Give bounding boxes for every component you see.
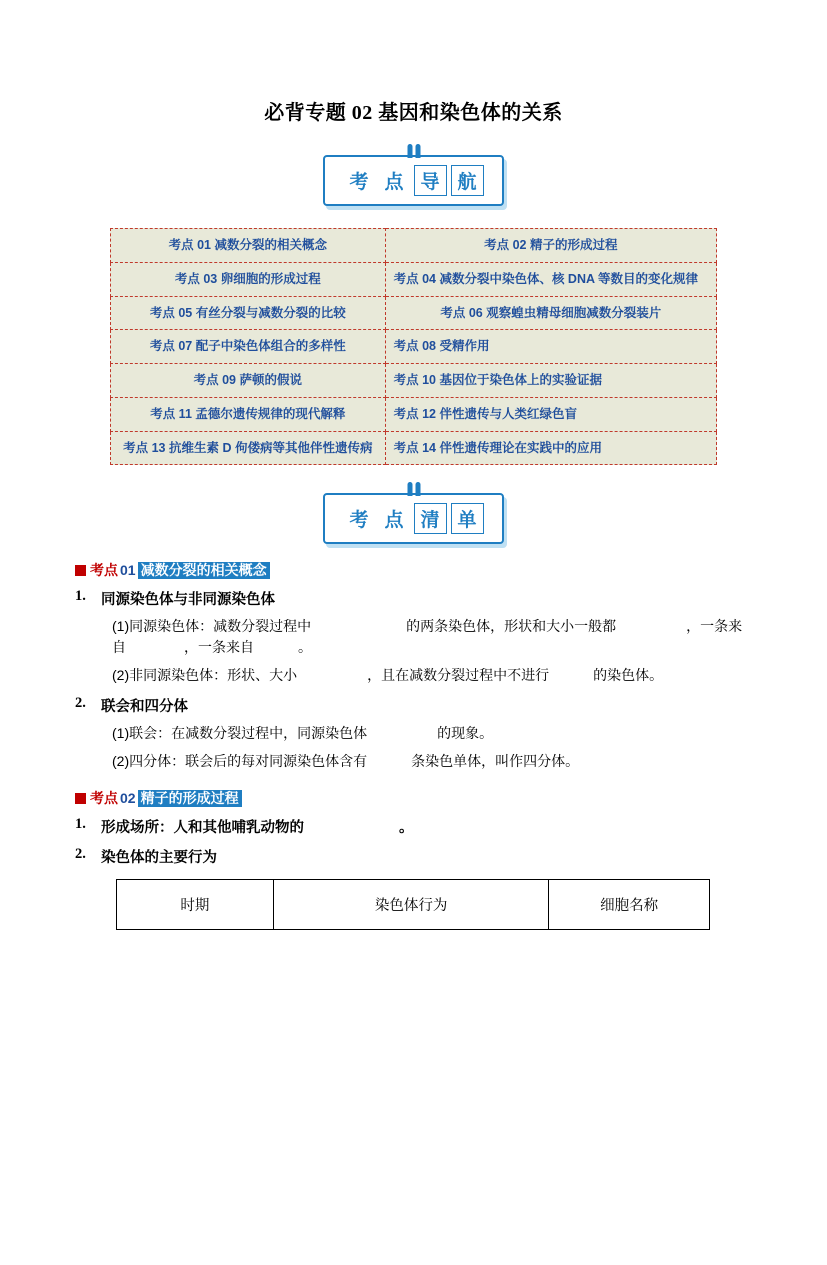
nav-cell[interactable]: 考点 04 减数分裂中染色体、核 DNA 等数目的变化规律 — [385, 262, 716, 296]
sub-text: (1)联会：在减数分裂过程中，同源染色体 — [112, 725, 368, 742]
nav-cell[interactable]: 考点 05 有丝分裂与减数分裂的比较 — [111, 296, 386, 330]
sub-text: 的染色体。 — [593, 667, 664, 684]
item-title-end: 。 — [399, 819, 414, 836]
banner-tab-icon — [407, 482, 412, 496]
table-row — [111, 229, 717, 263]
table-row — [111, 262, 717, 296]
checklist-banner-char-2: 点 — [384, 510, 404, 532]
item-number: 1. — [75, 588, 86, 605]
item-title: 联会和四分体 — [101, 699, 188, 716]
nav-cell[interactable]: 考点 10 基因位于染色体上的实验证据 — [385, 364, 716, 398]
list-item — [75, 695, 752, 716]
checklist-banner — [323, 493, 503, 544]
sub-text: (1)同源染色体：减数分裂过程中 — [112, 618, 312, 635]
sub-text: (2)四分体：联会后的每对同源染色体含有 — [112, 753, 368, 770]
banner-tabs-decoration — [407, 482, 420, 496]
list-item — [75, 846, 752, 867]
kp-label: 考点 — [90, 562, 118, 579]
column-header-period: 时期 — [117, 879, 274, 929]
list-item — [112, 751, 752, 772]
nav-cell[interactable]: 考点 01 减数分裂的相关概念 — [111, 229, 386, 263]
nav-cell[interactable]: 考点 03 卵细胞的形成过程 — [111, 262, 386, 296]
kp-number: 01 — [120, 562, 136, 579]
banner-tabs-decoration — [407, 144, 420, 158]
table-row — [111, 431, 717, 465]
nav-banner-char-3: 导 — [414, 165, 447, 196]
page-title: 必背专题 02 基因和染色体的关系 — [264, 102, 563, 124]
sub-text: ，且在减数分裂过程中不进行 — [367, 667, 550, 684]
checklist-banner-char-1: 考 — [349, 510, 369, 532]
item-number: 2. — [75, 845, 86, 862]
sub-text: 。 — [298, 639, 312, 656]
nav-cell[interactable]: 考点 14 伴性遗传理论在实践中的应用 — [385, 431, 716, 465]
nav-cell[interactable]: 考点 13 抗维生素 D 佝偻病等其他伴性遗传病 — [111, 431, 386, 465]
chromosome-behavior-table — [116, 879, 710, 930]
kp-title: 精子的形成过程 — [138, 790, 242, 807]
nav-banner-wrapper — [75, 155, 752, 206]
table-row — [111, 296, 717, 330]
kp-title: 减数分裂的相关概念 — [138, 562, 270, 579]
nav-cell[interactable]: 考点 07 配子中染色体组合的多样性 — [111, 330, 386, 364]
banner-tab-icon — [415, 482, 420, 496]
nav-cell[interactable]: 考点 02 精子的形成过程 — [385, 229, 716, 263]
column-header-cellname: 细胞名称 — [549, 879, 710, 929]
fill-blank — [304, 816, 399, 837]
item-number: 2. — [75, 695, 86, 712]
list-item — [112, 723, 752, 744]
red-square-icon — [75, 793, 86, 804]
banner-tab-icon — [415, 144, 420, 158]
table-header-row — [117, 879, 710, 929]
sub-text: ，一条来自 — [112, 618, 743, 656]
nav-cell[interactable]: 考点 08 受精作用 — [385, 330, 716, 364]
list-item — [112, 616, 752, 658]
list-item — [112, 665, 752, 686]
sub-text: 的两条染色体，形状和大小一般都 — [406, 618, 617, 635]
checklist-banner-wrapper — [75, 493, 752, 544]
item-title: 染色体的主要行为 — [101, 849, 217, 866]
table-row — [111, 364, 717, 398]
section-heading-01 — [75, 562, 752, 579]
table-row — [111, 330, 717, 364]
document-page — [0, 96, 827, 1265]
table-row — [111, 397, 717, 431]
nav-cell[interactable]: 考点 12 伴性遗传与人类红绿色盲 — [385, 397, 716, 431]
item-title: 同源染色体与非同源染色体 — [101, 592, 275, 609]
item-number: 1. — [75, 815, 86, 832]
nav-banner-char-1: 考 — [349, 172, 369, 193]
list-item — [75, 816, 752, 837]
checklist-banner-char-4: 单 — [451, 503, 484, 534]
nav-cell[interactable]: 考点 06 观察蝗虫精母细胞减数分裂装片 — [385, 296, 716, 330]
nav-cell[interactable]: 考点 09 萨顿的假说 — [111, 364, 386, 398]
nav-banner-char-4: 航 — [451, 165, 484, 196]
checklist-banner-char-3: 清 — [414, 503, 447, 534]
banner-tab-icon — [407, 144, 412, 158]
sub-text: 条染色单体，叫作四分体。 — [411, 753, 580, 770]
kp-number: 02 — [120, 790, 136, 807]
nav-banner — [323, 155, 503, 206]
sub-text: 的现象。 — [437, 725, 494, 742]
kp-label: 考点 — [90, 790, 118, 807]
red-square-icon — [75, 565, 86, 576]
nav-banner-char-2: 点 — [384, 172, 404, 193]
sub-text: (2)非同源染色体：形状、大小 — [112, 667, 298, 684]
navigation-table — [110, 228, 717, 465]
column-header-behavior: 染色体行为 — [273, 879, 548, 929]
section-heading-02 — [75, 790, 752, 807]
sub-text: ，一条来自 — [184, 639, 254, 656]
item-title: 形成场所：人和其他哺乳动物的 — [101, 819, 304, 836]
list-item — [75, 588, 752, 609]
nav-cell[interactable]: 考点 11 孟德尔遗传规律的现代解释 — [111, 397, 386, 431]
